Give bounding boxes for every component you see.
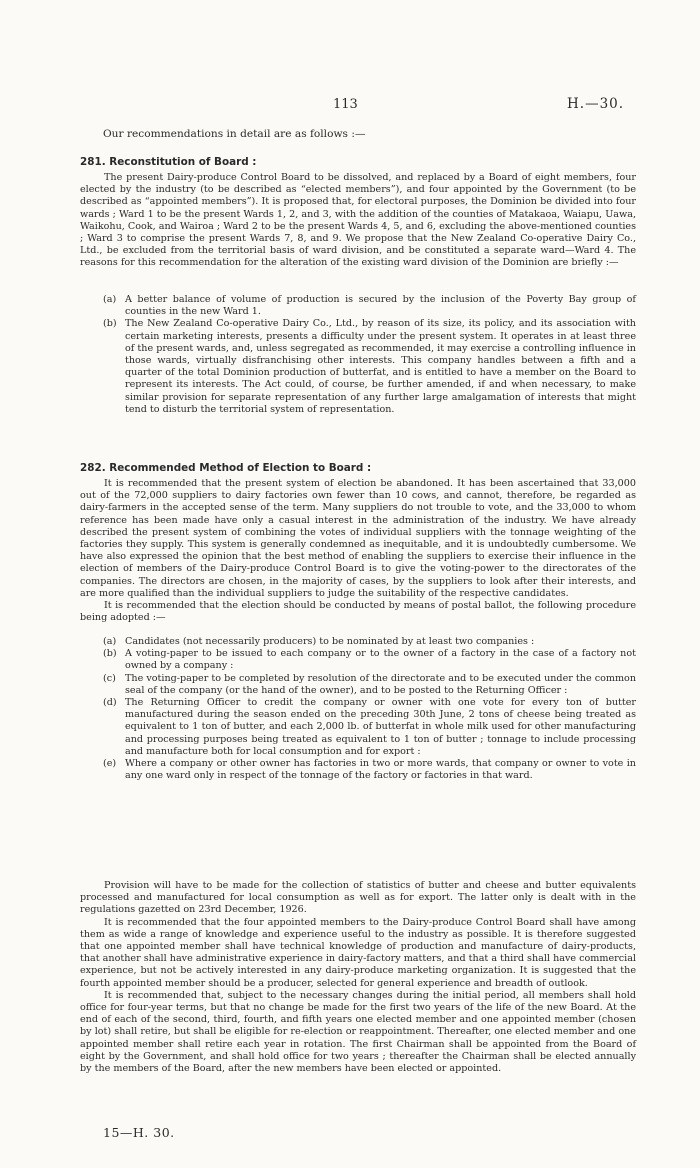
- intro-text: Our recommendations in detail are as follows :—: [103, 128, 366, 140]
- list-item: [103, 636, 636, 648]
- list-item-label: (b): [103, 648, 117, 660]
- list-item-label: (d): [103, 697, 117, 709]
- list-item-label: (e): [103, 758, 117, 770]
- section-281-paragraph: The present Dairy-produce Control Board to be dissolved, and replaced by a Board of eight members, four elected by the industry (to be described as “elected members”), and four appointed by the Government (to be described as “appointed members”). It is proposed that, for electoral purposes, the Dominion be divided into four wards ; Ward 1 to be the present Wards 1, 2, and 3, with the addition of the counties of Matakaoa, Waiapu, Uawa, Waikohu, Cook, and Wairoa ; Ward 2 to be the present Wards 4, 5, and 6, excluding the above-mentioned counties ; Ward 3 to comprise the present Wards 7, 8, and 9. We propose that the New Zealand Co-operative Dairy Co., Ltd., be excluded from the territorial basis of ward division, and be constituted a separate ward—Ward 4. The reasons for this recommendation for the alteration of the existing ward division of the Dominion are briefly :—: [80, 172, 636, 269]
- section-282-paragraph-2: It is recommended that the election should be conducted by means of postal ballot, the following procedure being adopted :—: [80, 600, 636, 624]
- list-item: [103, 648, 636, 672]
- section-282-list: [103, 636, 636, 782]
- list-item: [103, 697, 636, 758]
- list-item: [103, 758, 636, 782]
- list-item: [103, 318, 636, 416]
- list-item-text: A voting-paper to be issued to each company or to the owner of a factory in the case of a factory not owned by a company :: [125, 648, 636, 672]
- list-item-text: A better balance of volume of production is secured by the inclusion of the Poverty Bay group of counties in the new Ward 1.: [125, 294, 636, 318]
- section-282-paragraph-3: Provision will have to be made for the collection of statistics of butter and cheese and butter equivalents processed and manufactured for local consumption as well as for export. The latter only is dealt with in the regulations gazetted on 23rd December, 1926.: [80, 880, 636, 916]
- list-item-text: Candidates (not necessarily producers) to be nominated by at least two companies :: [125, 636, 535, 647]
- section-282-heading: 282. Recommended Method of Election to Board :: [80, 462, 372, 474]
- page-number: 113: [333, 97, 358, 112]
- list-item-label: (a): [103, 636, 117, 647]
- section-282-body-b: [80, 880, 636, 1075]
- list-item-label: (b): [103, 318, 117, 330]
- section-282-paragraph-4: It is recommended that the four appointed members to the Dairy-produce Control Board shall have among them as wide a range of knowledge and experience useful to the industry as possible. It is therefore suggested that one appointed member shall have technical knowledge of production and manufacture of dairy-products, that another shall have administrative experience in dairy-factory matters, and that a third shall have commercial experience, but not be actively interested in any dairy-produce marketing organization. It is suggested that the fourth appointed member should be a producer, selected for general experience and breadth of outlook.: [80, 916, 636, 989]
- list-item: [103, 294, 636, 318]
- list-item-text: Where a company or other owner has factories in two or more wards, that company or owner to vote in any one ward only in respect of the tonnage of the factory or factories in that ward.: [125, 758, 636, 782]
- list-item-label: (a): [103, 294, 117, 305]
- list-item-text: The New Zealand Co-operative Dairy Co., Ltd., by reason of its size, its policy, and its association with certain marketing interests, presents a difficulty under the present system. It operates in at least three of the present wards, and, unless segregated as recommended, it may exercise a controlling influence in those wards, virtually disfranchising other interests. This company handles between a fifth and a quarter of the total Dominion production of butterfat, and is entitled to have a member on the Board to represent its interests. The Act could, of course, be further amended, if and when necessary, to make similar provision for separate representation of any further large amalgamation of interests that might tend to disturb the territorial system of representation.: [125, 318, 636, 415]
- section-282-paragraph-1: It is recommended that the present system of election be abandoned. It has been ascertained that 33,000 out of the 72,000 suppliers to dairy factories own fewer than 10 cows, and cannot, therefore, be regarded as dairy-farmers in the accepted sense of the term. Many suppliers do not trouble to vote, and the 33,000 to whom reference has been made have only a casual interest in the administration of the industry. We have already described the present system of combining the votes of individual suppliers with the tonnage weighting of the factories they supply. This system is generally condemned as inequitable, and it is undoubtedly cumbersome. We have also expressed the opinion that the best method of enabling the suppliers to exercise their influence in the election of members of the Dairy-produce Control Board is to give the voting-power to the directorates of the companies. The directors are chosen, in the majority of cases, by the suppliers to look after their interests, and are more qualified than the individual suppliers to judge the suitability of the respective candidates.: [80, 478, 636, 599]
- list-item: [103, 673, 636, 697]
- list-item-label: (c): [103, 672, 116, 684]
- page-footer: 15—H. 30.: [103, 1125, 175, 1140]
- list-item-text: The voting-paper to be completed by resolution of the directorate and to be executed under the common seal of the company (or the hand of the owner), and to be posted to the Returning Officer :: [125, 672, 636, 696]
- section-282-paragraph-5: It is recommended that, subject to the necessary changes during the initial period, all members shall hold office for four-year terms, but that no change be made for the first two years of the life of the new Board. At the end of each of the second, third, fourth, and fifth years one elected member and one appointed member (chosen by lot) shall retire, but shall be eligible for re-election or reappointment. Thereafter, one elected member and one appointed member shall retire each year in rotation. The first Chairman shall be appointed from the Board of eight by the Government, and shall hold office for two years ; thereafter the Chairman shall be elected annually by the members of the Board, after the new members have been elected or appointed.: [80, 989, 636, 1075]
- section-282-body-a: [80, 478, 636, 624]
- section-281-body: [80, 172, 636, 270]
- section-281-heading: 281. Reconstitution of Board :: [80, 156, 257, 168]
- section-281-list: [103, 294, 636, 416]
- document-reference: H.—30.: [567, 96, 625, 112]
- list-item-text: The Returning Officer to credit the company or owner with one vote for every ton of butter manufactured during the season ended on the preceding 30th June, 2 tons of cheese being treated as equivalent to 1 ton of butter, and each 2,000 lb. of butterfat in whole milk used for other manufacturing and processing purposes being treated as equivalent to 1 ton of butter ; tonnage to include processing and manufacture both for local consumption and for export :: [125, 697, 636, 757]
